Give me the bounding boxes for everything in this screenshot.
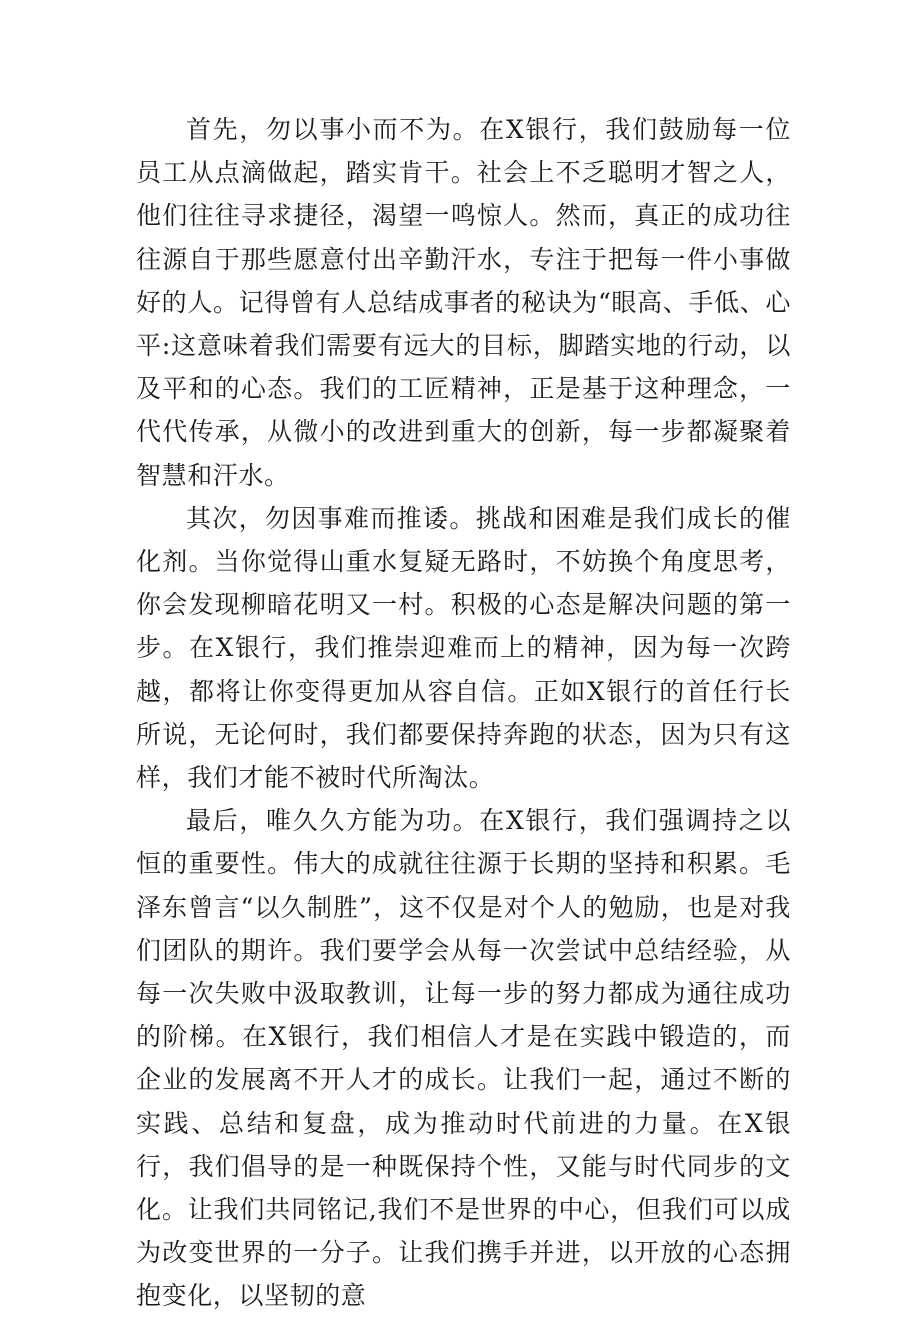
paragraph-third: 最后，唯久久方能为功。在X银行，我们强调持之以恒的重要性。伟大的成就往往源于长期的坚持和积累。毛泽东曾言“以久制胜”，这不仅是对个人的勉励，也是对我们团队的期许。我们要学会从每一次尝试中总结经验，从每一次失败中汲取教训，让每一步的努力都成为通往成功的阶梯。在X银行，我们相信人才是在实践中锻造的，而企业的发展离不开人才的成长。让我们一起，通过不断的实践、总结和复盘，成为推动时代前进的力量。在X银行，我们倡导的是一种既保持个性，又能与时代同步的文化。让我们共同铭记,我们不是世界的中心，但我们可以成为改变世界的一分子。让我们携手并进，以开放的心态拥抱变化，以坚韧的意 [136,806,791,1311]
document-body [136,108,791,1318]
paragraph-second: 其次，勿因事难而推诿。挑战和困难是我们成长的催化剂。当你觉得山重水复疑无路时，不妨换个角度思考，你会发现柳暗花明又一村。积极的心态是解决问题的第一步。在X银行，我们推崇迎难而上的精神，因为每一次跨越，都将让你变得更加从容自信。正如X银行的首任行长所说，无论何时，我们都要保持奔跑的状态，因为只有这样，我们才能不被时代所淘汰。 [136,503,791,793]
paragraph-first: 首先，勿以事小而不为。在X银行，我们鼓励每一位员工从点滴做起，踏实肯干。社会上不乏聪明才智之人，他们往往寻求捷径，渴望一鸣惊人。然而，真正的成功往往源自于那些愿意付出辛勤汗水，专注于把每一件小事做好的人。记得曾有人总结成事者的秘诀为“眼高、手低、心平:这意味着我们需要有远大的目标，脚踏实地的行动，以及平和的心态。我们的工匠精神，正是基于这种理念，一代代传承，从微小的改进到重大的创新，每一步都凝聚着智慧和汗水。 [136,115,791,490]
